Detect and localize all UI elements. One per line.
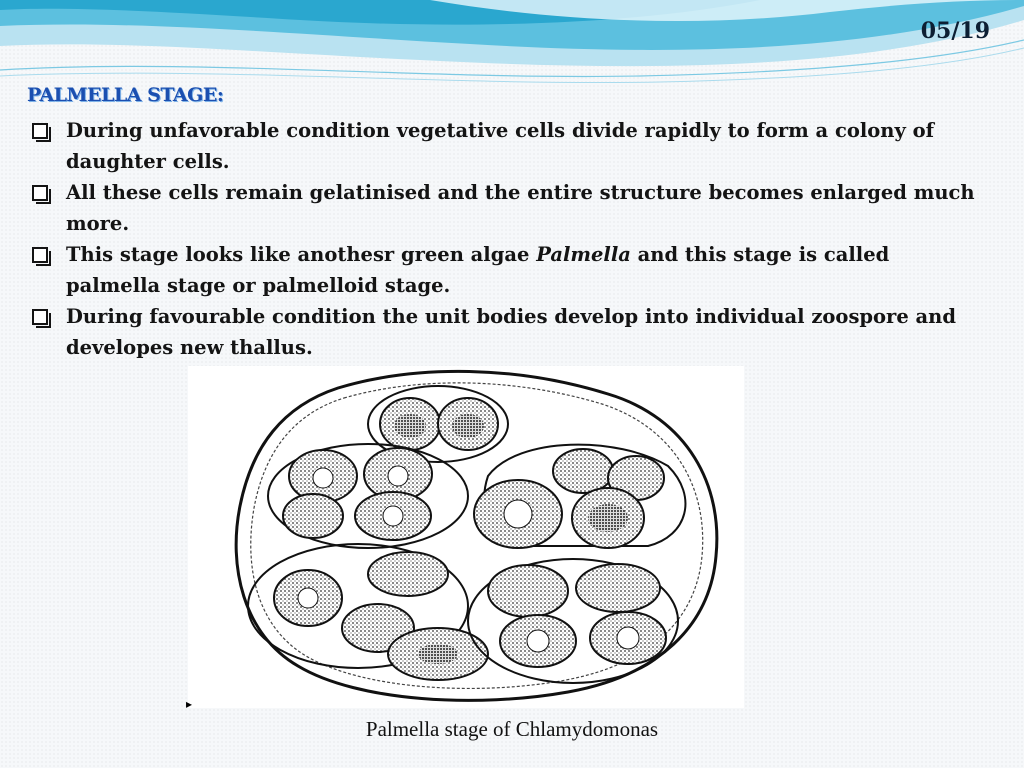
checkbox-bullet-icon — [32, 247, 48, 263]
bullet-text-italic: Palmella — [536, 243, 631, 266]
bullet-text: During unfavorable condition vegetative cells divide rapidly to form a colony of daughter cells. — [66, 119, 934, 173]
checkbox-bullet-icon — [32, 185, 48, 201]
header-wave-decoration — [0, 0, 1024, 90]
checkbox-bullet-icon — [32, 309, 48, 325]
bullet-item — [30, 239, 990, 301]
bullet-text: During favourable condition the unit bodies develop into individual zoospore and developes new thallus. — [66, 305, 956, 359]
bullet-text: All these cells remain gelatinised and the entire structure becomes enlarged much more. — [66, 181, 975, 235]
bullet-text-post: and this stage is called palmella stage or palmelloid stage. — [66, 243, 890, 297]
slide-heading: PALMELLA STAGE: — [27, 84, 224, 106]
palmella-figure — [188, 366, 744, 708]
palmella-illustration-icon — [188, 366, 744, 708]
figure-caption: Palmella stage of Chlamydomonas — [365, 717, 659, 741]
checkbox-bullet-icon — [32, 123, 48, 139]
bullet-item — [30, 177, 990, 239]
bullet-list — [30, 115, 990, 363]
bullet-text-pre: This stage looks like anothesr green algae — [66, 243, 537, 266]
bullet-item — [30, 301, 990, 363]
stray-dot: ▸ — [186, 697, 193, 711]
bullet-item — [30, 115, 990, 177]
slide-number: 05/19 — [920, 18, 990, 44]
